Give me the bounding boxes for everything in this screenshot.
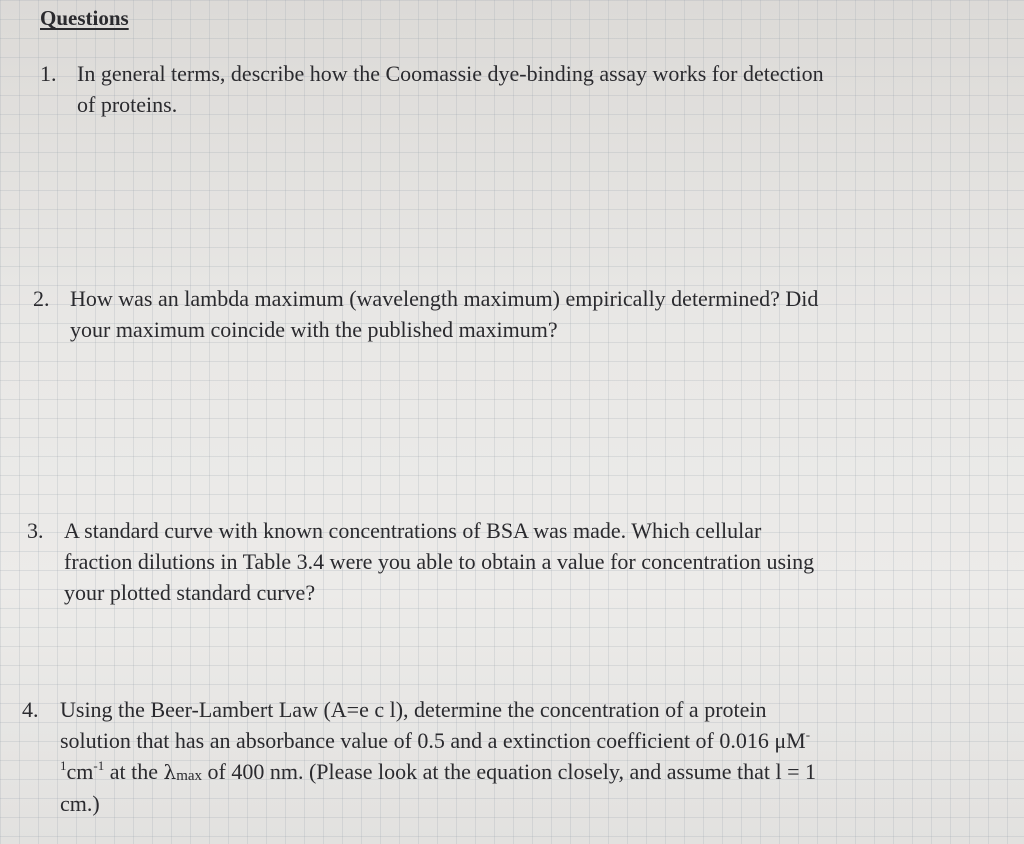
question-text-line: your plotted standard curve?: [64, 580, 316, 605]
question-text-line: A standard curve with known concentrations of BSA was made. Which cellular: [64, 518, 762, 543]
text-segment: solution that has an absorbance value of 0.5 and a extinction coefficient of 0.016 μM: [60, 728, 806, 753]
question-number: 3.: [27, 518, 44, 543]
page-heading: Questions: [40, 6, 129, 30]
question-text-line: [60, 756, 982, 788]
question-text-line: [60, 725, 982, 756]
question-text-line: your maximum coincide with the published maximum?: [70, 317, 558, 342]
superscript: -: [805, 727, 811, 742]
text-segment: cm: [66, 759, 94, 784]
superscript: 1: [60, 758, 67, 773]
text-segment: at the: [104, 759, 164, 784]
question-text-line: fraction dilutions in Table 3.4 were you able to obtain a value for concentration using: [64, 549, 815, 574]
question-text-line: In general terms, describe how the Coomassie dye-binding assay works for detection: [77, 61, 824, 86]
question-4: [22, 694, 982, 819]
question-number: 2.: [33, 286, 50, 311]
question-number: 1.: [40, 61, 57, 86]
question-text-line: How was an lambda maximum (wavelength maximum) empirically determined? Did: [70, 286, 819, 311]
question-text-line: Using the Beer-Lambert Law (A=e c l), determine the concentration of a protein: [60, 697, 767, 722]
question-3: [27, 515, 967, 608]
text-segment: of 400 nm. (Please look at the equation closely, and assume that l = 1: [202, 759, 817, 784]
superscript: -1: [93, 758, 105, 773]
question-number: 4.: [22, 697, 39, 722]
subscript: max: [176, 768, 203, 784]
question-2: [33, 283, 953, 345]
lambda-symbol: λ: [163, 760, 177, 784]
question-text-line: cm.): [60, 791, 100, 816]
question-text-line: of proteins.: [77, 92, 178, 117]
question-1: [40, 58, 940, 120]
